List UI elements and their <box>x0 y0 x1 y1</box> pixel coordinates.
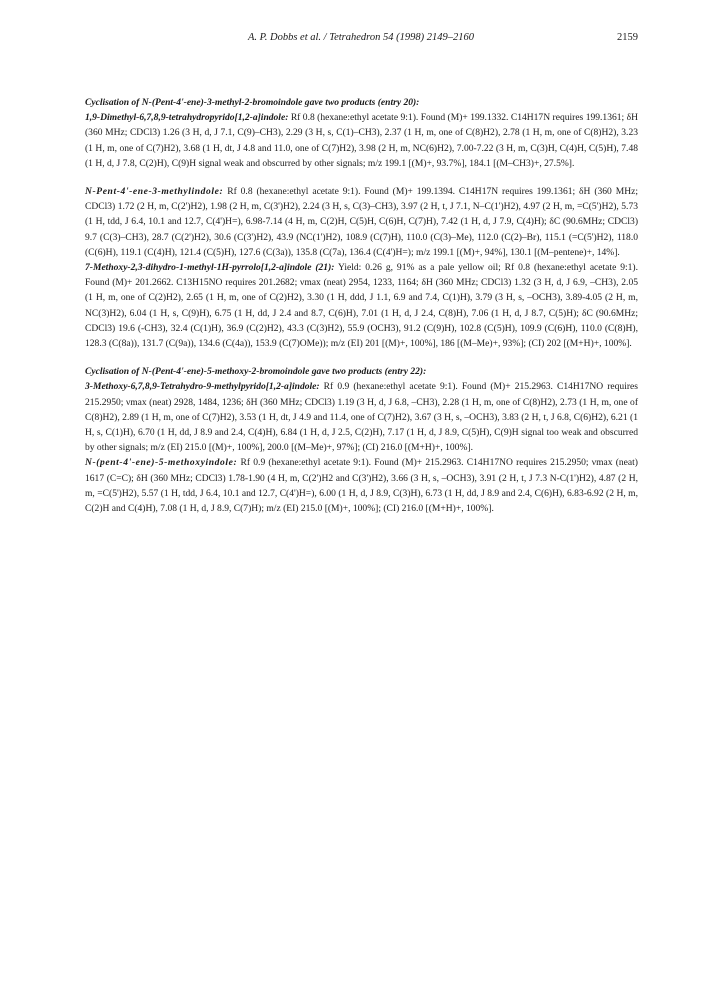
compound-data: Rf 0.9 (hexane:ethyl acetate 9:1). Found (M)+ 215.2963. C14H17NO requires 215.2950; νmax (neat) 2928, 1484, 1236; δH (360 MHz; CDCl3) 1.19 (3 H, d, J 6.8, –CH3), 2.28 (1 H, m, one of C(8)H2), 2.73 (1 H, m, one of C(8)H2), 2.89 (1 H, m, one of C(7)H2), 3.53 (1 H, dt, J 4.9 and 11.4, one of C(7)H2), 3.67 (3 H, s, –OCH3), 3.83 (2 H, t, J 6.8, C(6)H2), 6.21 (1 H, s, C(1)H), 6.70 (1 H, dd, J 8.9 and 2.4, C(4)H), 6.84 (1 H, d, J 2.5, C(2)H), 7.17 (1 H, d, J 8.9, C(5)H), C(9)H signal too weak and obscurred by other signals; m/z (EI) 215.0 [(M)+, 100%], 200.0 [(M–Me)+, 97%]; (CI) 216.0 [(M+H)+, 100%]. <box>85 381 638 454</box>
cyclisation-heading: Cyclisation of N-(Pent-4'-ene)-5-methoxy-2-bromoindole gave two products (entry 22): <box>85 366 427 378</box>
page-number: 2159 <box>617 32 638 43</box>
compound-paragraph <box>85 110 638 171</box>
compound-data: Rf 0.9 (hexane:ethyl acetate 9:1). Found (M)+ 215.2963. C14H17NO requires 215.2950; νmax (neat) 1617 (C=C); δH (360 MHz; CDCl3) 1.78-1.90 (4 H, m, C(2')H2 and C(3')H2), 3.66 (3 H, s, –OCH3), 3.91 (2 H, t, J 7.3 N-C(1')H2), 4.87 (2 H, m, =C(5')H2), 5.57 (1 H, tdd, J 6.4, 10.1 and 12.7, C(4')H=), 6.00 (1 H, d, J 8.9, C(3)H), 6.73 (1 H, dd, J 8.9 and 2.4, C(6)H), 6.83-6.92 (2 H, m, C(2)H and C(4)H), 7.08 (1 H, d, J 8.9, C(7)H); m/z (EI) 215.0 [(M)+, 100%]; (CI) 216.0 [(M+H)+, 100%]. <box>85 457 638 515</box>
page-body <box>85 95 638 529</box>
entry-heading <box>85 95 638 110</box>
compound-name: 3-Methoxy-6,7,8,9-Tetrahydro-9-methylpyrido[1,2-a]indole: <box>85 381 320 393</box>
entry-22-section <box>85 364 638 516</box>
entry-20-byproduct-section <box>85 184 638 351</box>
compound-name: N-(pent-4'-ene)-5-methoxyindole: <box>85 457 238 469</box>
compound-data: Yield: 0.26 g, 91% as a pale yellow oil; Rf 0.8 (hexane:ethyl acetate 9:1). Found (M)+ 201.2662. C13H15NO requires 201.2682; νmax (neat) 2954, 1233, 1164; δH (360 MHz; CDCl3) 1.32 (3 H, d, J 6.9, –CH3), 2.05 (1 H, m, one of C(2)H2), 2.65 (1 H, m, one of C(2)H2), 3.30 (1 H, ddd, J 1.1, 6.9 and 7.4, C(1)H), 3.79 (3 H, s, –OCH3), 3.89-4.05 (2 H, m, NC(3)H2), 6.04 (1 H, s, C(9)H), 6.75 (1 H, dd, J 2.4 and 8.7, C(6)H), 7.01 (1 H, d, J 2.4, C(8)H), 7.06 (1 H, d, J 8.7, C(5)H); δC (90.6MHz; CDCl3) 19.6 (-CH3), 32.4 (C(1)H), 36.9 (C(2)H2), 43.3 (C(3)H2), 55.9 (OCH3), 91.2 (C(9)H), 102.8 (C(5)H), 109.9 (C(6)H), 110.0 (C(8)H), 128.3 (C(8a)), 131.7 (C(9a)), 134.6 (C(4a)), 153.9 (C(7)OMe)); m/z (EI) 201 [(M)+, 100%], 186 [(M–Me)+, 93%]; (CI) 202 [(M+H)+, 100%]. <box>85 262 638 350</box>
compound-paragraph <box>85 184 638 260</box>
compound-name: 7-Methoxy-2,3-dihydro-1-methyl-1H-pyrrolo[1,2-a]indole (21): <box>85 262 335 274</box>
compound-data: Rf 0.8 (hexane:ethyl acetate 9:1). Found (M)+ 199.1394. C14H17N requires 199.1361; δH (360 MHz; CDCl3) 1.72 (2 H, m, C(2')H2), 1.98 (2 H, m, C(3')H2), 2.24 (3 H, s, C(3)–CH3), 3.97 (2 H, t, J 7.1, N–C(1')H2), 4.97 (2 H, m, =C(5')H2), 5.73 (1 H, tdd, J 6.4, 10.1 and 12.7, C(4')H=), 6.98-7.14 (4 H, m, C(2)H, C(5)H, C(6)H, C(7)H), 7.42 (1 H, d, J 7.9, C(4)H); δC (90.6MHz; CDCl3) 9.7 (C(3)–CH3), 28.7 (C(2')H2), 30.6 (C(3')H2), 43.9 (NC(1')H2), 108.9 (C(7)H), 110.0 (C(3)–Me), 112.0 (C(2)–Br), 115.1 (=C(5')H2), 118.0 (C(6)H), 119.1 (C(4)H), 121.4 (C(5)H), 127.6 (C(3a)), 135.8 (C(7a), 136.4 (C(4')H=); m/z 199.1 [(M)+, 94%], 130.1 [(M–pentene)+, 14%]. <box>85 186 638 258</box>
cyclisation-heading: Cyclisation of N-(Pent-4'-ene)-3-methyl-2-bromoindole gave two products (entry 20): <box>85 97 420 108</box>
compound-name: N-Pent-4'-ene-3-methylindole: <box>85 186 224 198</box>
compound-paragraph <box>85 379 638 455</box>
running-title: A. P. Dobbs et al. / Tetrahedron 54 (1998) 2149–2160 <box>248 32 474 43</box>
entry-20-section <box>85 95 638 171</box>
running-header <box>84 32 638 48</box>
compound-data: Rf 0.8 (hexane:ethyl acetate 9:1). Found (M)+ 199.1332. C14H17N requires 199.1361; δH (360 MHz; CDCl3) 1.26 (3 H, d, J 7.1, C(9)–CH3), 2.29 (3 H, s, C(1)–CH3), 2.37 (1 H, m, one of C(8)H2), 2.78 (1 H, m, one of C(8)H2), 3.23 (1 H, m, one of C(7)H2), 3.68 (1 H, dt, J 4.8 and 11.0, one of C(7)H2), 3.98 (2 H, m, NC(6)H2), 7.00-7.22 (3 H, m, C(3)H, C(4)H, C(5)H), 7.48 (1 H, d, J 7.8, C(2)H), C(9)H signal weak and obscurred by other signals; m/z 199.1 [(M)+, 93.7%], 184.1 [(M–CH3)+, 27.5%]. <box>85 112 638 169</box>
compound-paragraph <box>85 260 638 351</box>
compound-name: 1,9-Dimethyl-6,7,8,9-tetrahydropyrido[1,2-a]indole: <box>85 112 289 124</box>
compound-paragraph <box>85 455 638 516</box>
entry-heading <box>85 364 638 379</box>
